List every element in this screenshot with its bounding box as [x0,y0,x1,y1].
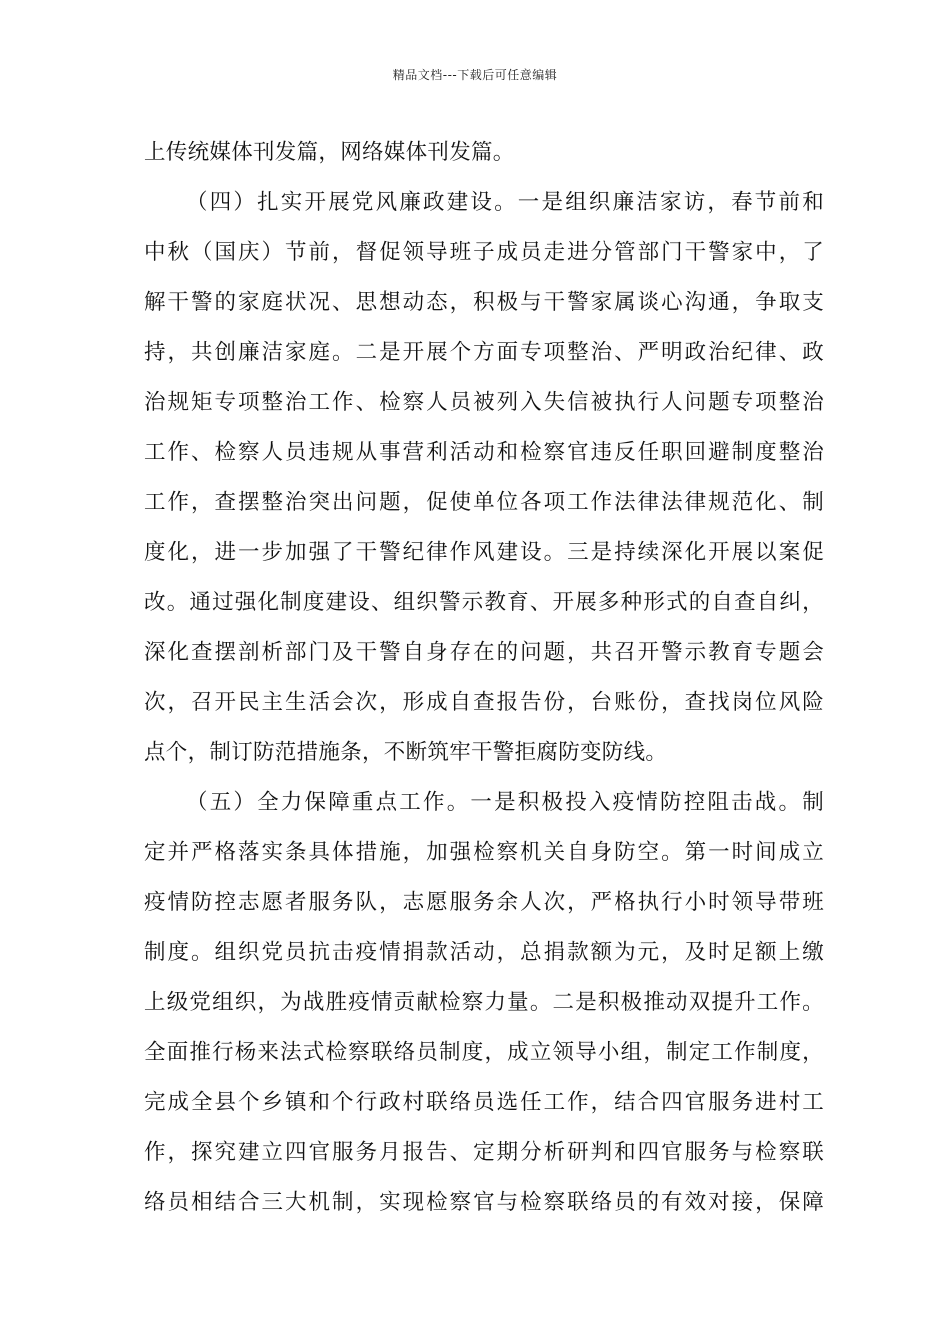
body-line: （四）扎实开展党风廉政建设。一是组织廉洁家访，春节前和 [186,190,824,215]
body-line: 度化，进一步加强了干警纪律作风建设。三是持续深化开展以案促 [144,540,824,565]
body-line: 工作、检察人员违规从事营利活动和检察官违反任职回避制度整治 [144,440,824,465]
body-line: 上级党组织，为战胜疫情贡献检察力量。二是积极推动双提升工作。 [144,990,824,1015]
body-line: 次，召开民主生活会次，形成自查报告份，台账份，查找岗位风险 [144,690,824,715]
body-line: 全面推行杨来法式检察联络员制度，成立领导小组，制定工作制度， [144,1040,824,1065]
body-line: 疫情防控志愿者服务队，志愿服务余人次，严格执行小时领导带班 [144,890,824,915]
body-line: 中秋（国庆）节前，督促领导班子成员走进分管部门干警家中，了 [144,240,824,265]
body-line: 治规矩专项整治工作、检察人员被列入失信被执行人问题专项整治 [144,390,824,415]
page-header: 精品文档---下载后可任意编辑 [392,68,558,82]
body-line: 工作，查摆整治突出问题，促使单位各项工作法律法律规范化、制 [144,490,824,515]
body-line: 改。通过强化制度建设、组织警示教育、开展多种形式的自查自纠， [144,590,824,615]
body-line: 持，共创廉洁家庭。二是开展个方面专项整治、严明政治纪律、政 [144,340,824,365]
body-line: 上传统媒体刊发篇，网络媒体刊发篇。 [144,140,515,165]
body-line: 深化查摆剖析部门及干警自身存在的问题，共召开警示教育专题会 [144,640,824,665]
body-line: 定并严格落实条具体措施，加强检察机关自身防空。第一时间成立 [144,840,824,865]
body-line: 点个，制订防范措施条，不断筑牢干警拒腐防变防线。 [144,740,668,765]
body-line: 作，探究建立四官服务月报告、定期分析研判和四官服务与检察联 [144,1140,824,1165]
body-line: 制度。组织党员抗击疫情捐款活动，总捐款额为元，及时足额上缴 [144,940,824,965]
body-line: （五）全力保障重点工作。一是积极投入疫情防控阻击战。制 [186,790,824,815]
body-line: 完成全县个乡镇和个行政村联络员选任工作，结合四官服务进村工 [144,1090,824,1115]
body-line: 络员相结合三大机制，实现检察官与检察联络员的有效对接，保障 [144,1190,824,1215]
body-line: 解干警的家庭状况、思想动态，积极与干警家属谈心沟通，争取支 [144,290,824,315]
